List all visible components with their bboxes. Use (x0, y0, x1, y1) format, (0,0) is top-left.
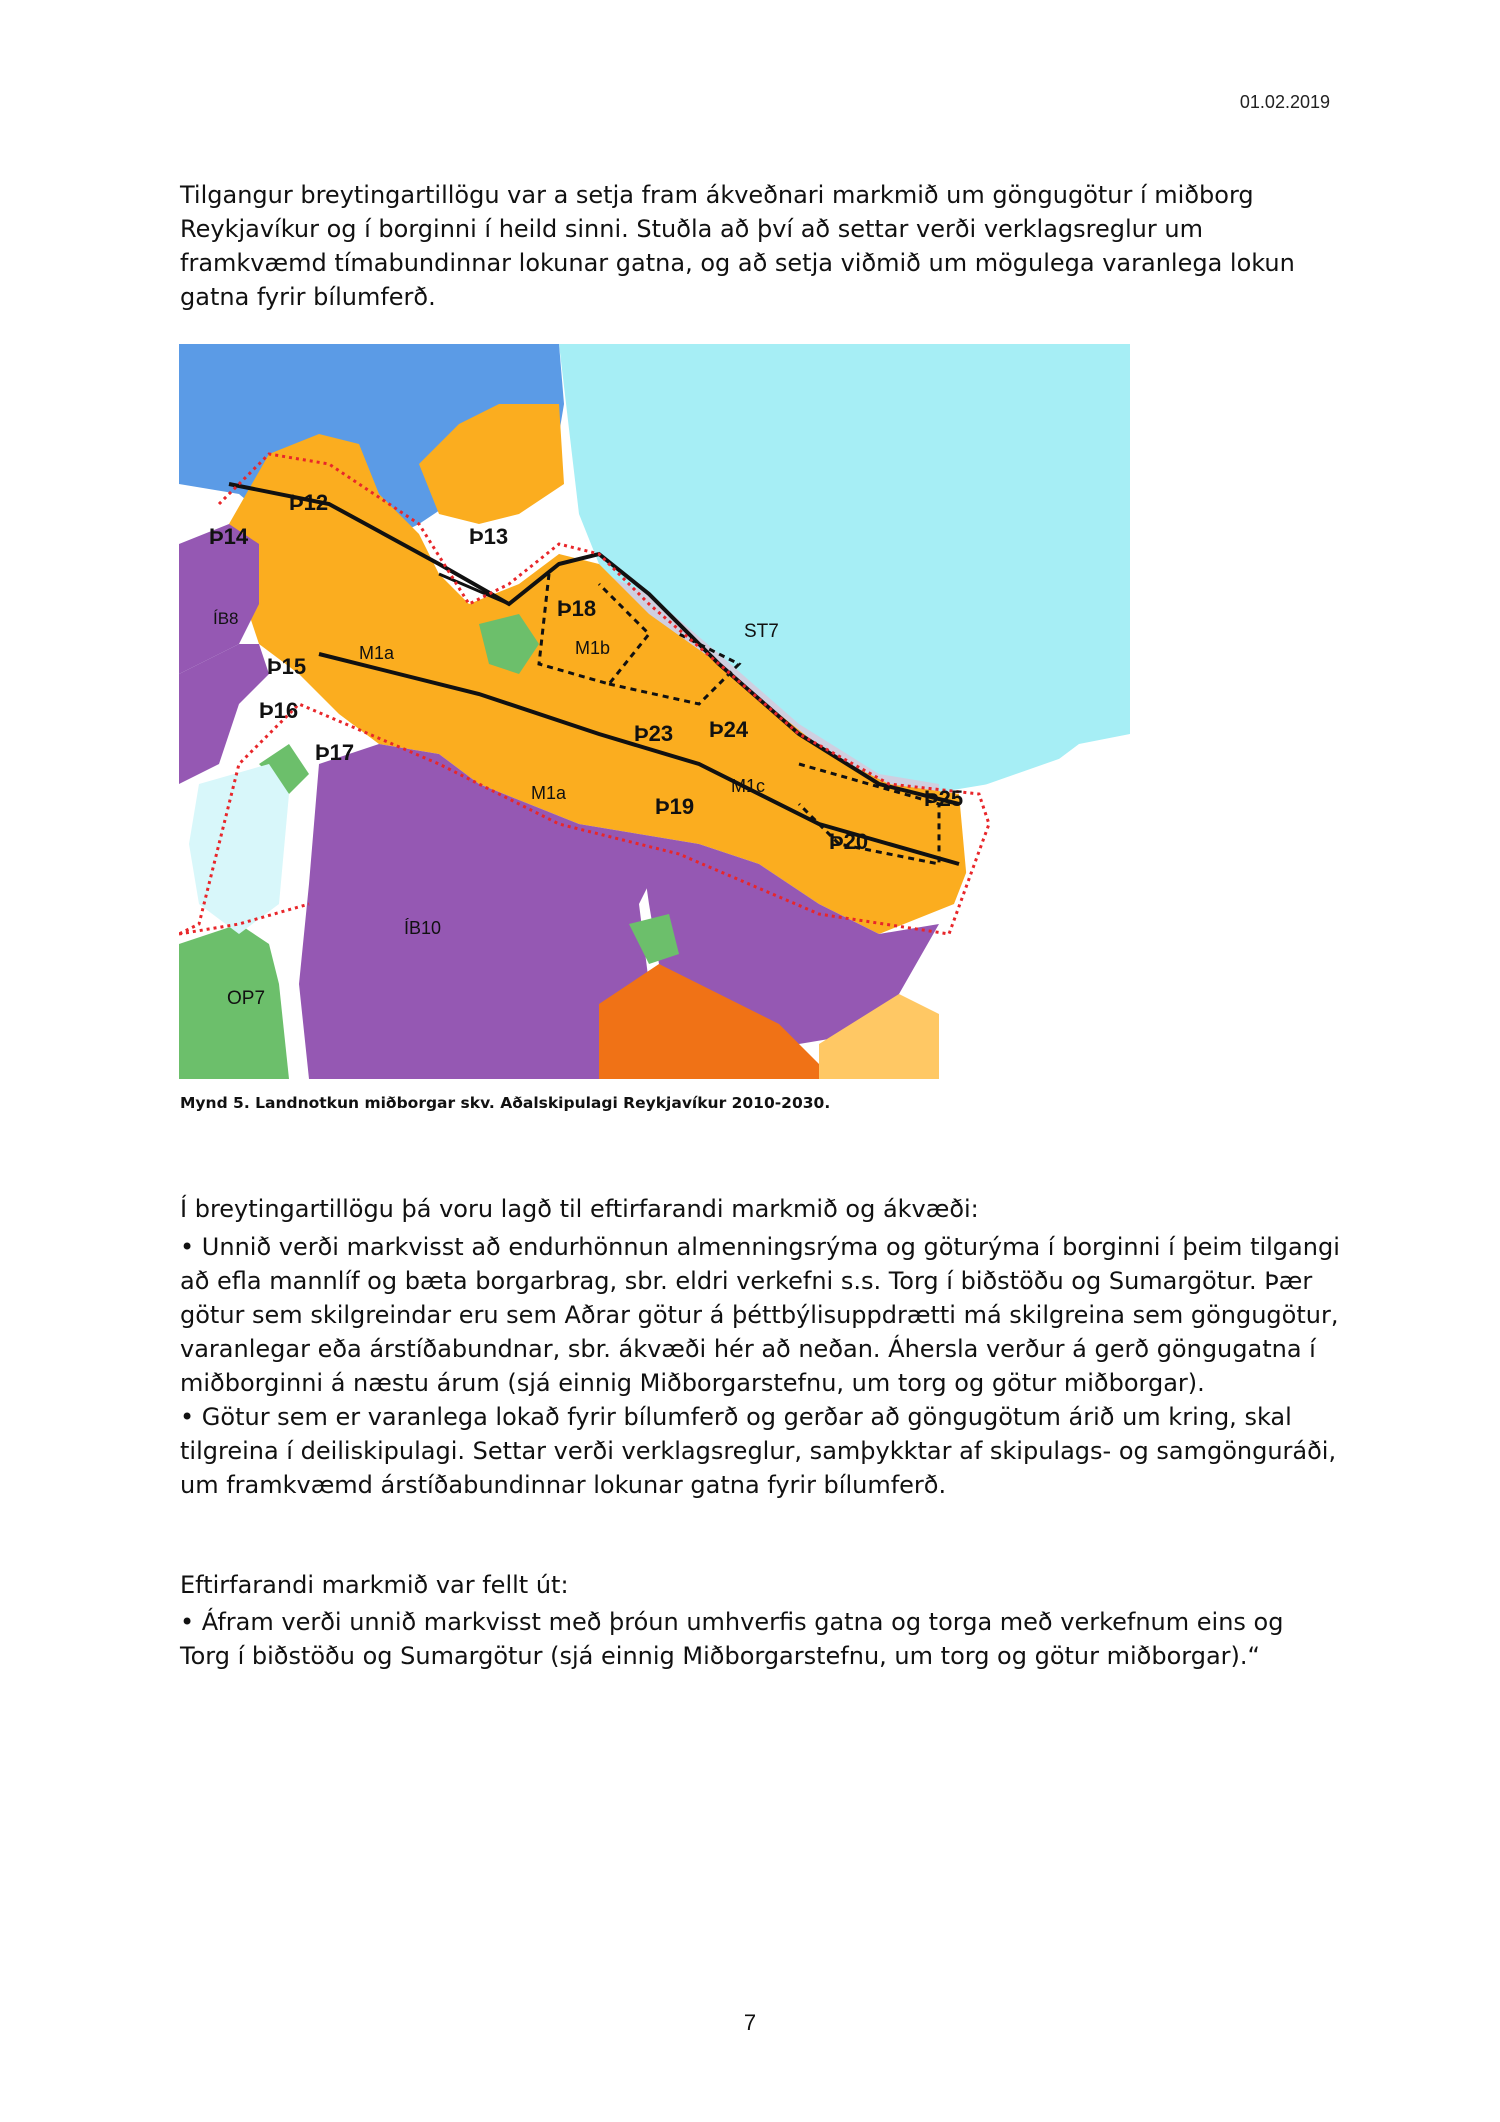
document-date: 01.02.2019 (1239, 92, 1330, 112)
list-item: • Unnið verði markvisst að endurhönnun almenningsrýma og göturýma í borginni í þeim tilgangi að efla mannlíf og bæta borgarbrag, sbr. eldri verkefni s.s. Torg í biðstöðu og Sumargötur. Þær götur sem skilgreindar eru sem Aðrar götur á þéttbýlisuppdrætti má skilgreina sem göngugötur, varanlegar eða árstíðabundnar, sbr. ákvæði hér að neðan. Áhersla verður á gerð göngugatna í miðborginni á næstu árum (sjá einnig Miðborgarstefnu, um torg og götur miðborgar). (180, 1233, 1340, 1397)
map-label-p15: Þ15 (267, 654, 307, 679)
list-item: • Áfram verði unnið markvisst með þróun umhverfis gatna og torga með verkefnum eins og Torg í biðstöðu og Sumargötur (sjá einnig Miðborgarstefnu, um torg og götur miðborgar).“ (180, 1608, 1284, 1670)
map-label-m1a-south: M1a (531, 783, 567, 803)
map-label-p17: Þ17 (315, 740, 355, 765)
map-label-p19: Þ19 (655, 794, 695, 819)
section1-heading: Í breytingartillögu þá voru lagð til eftirfarandi markmið og ákvæði: (180, 1195, 979, 1223)
map-label-st7: ST7 (744, 621, 779, 642)
figure-caption: Mynd 5. Landnotkun miðborgar skv. Aðalskipulagi Reykjavíkur 2010-2030. (180, 1094, 831, 1112)
map-label-m1b: M1b (575, 638, 611, 658)
map-label-p13: Þ13 (469, 524, 509, 549)
map-label-ib8: ÍB8 (213, 609, 239, 628)
section1-bullets (180, 1230, 1340, 1502)
map-label-m1a-north: M1a (359, 643, 395, 663)
map-label-op7: OP7 (227, 988, 266, 1009)
intro-paragraph: Tilgangur breytingartillögu var a setja fram ákveðnari markmið um göngugötur í miðborg Reykjavíkur og í borginni í heild sinni. Stuðla að því að settar verði verklagsreglur um framkvæmd tímabundinnar lokunar gatna, og að setja viðmið um mögulega varanlega lokun gatna fyrir bílumferð. (180, 181, 1295, 311)
map-label-p12: Þ12 (289, 490, 329, 515)
land-use-map (179, 344, 1130, 1079)
page-number: 7 (743, 2010, 757, 2035)
section2-bullets (180, 1605, 1340, 1673)
map-label-p20: Þ20 (829, 829, 869, 854)
map-label-p16: Þ16 (259, 698, 299, 723)
map-label-p24: Þ24 (709, 717, 749, 742)
map-label-p25: Þ25 (924, 786, 964, 811)
map-label-p23: Þ23 (634, 721, 674, 746)
list-item: • Götur sem er varanlega lokað fyrir bílumferð og gerðar að göngugötum árið um kring, skal tilgreina í deiliskipulagi. Settar verði verklagsreglur, samþykktar af skipulags- og samgönguráði, um framkvæmd árstíðabundinnar lokunar gatna fyrir bílumferð. (180, 1403, 1337, 1499)
map-label-m1c: M1c (731, 776, 766, 796)
section2-heading: Eftirfarandi markmið var fellt út: (180, 1571, 569, 1599)
map-label-p14: Þ14 (209, 524, 249, 549)
map-label-p18: Þ18 (557, 596, 597, 621)
map-label-ib10: ÍB10 (404, 918, 442, 938)
